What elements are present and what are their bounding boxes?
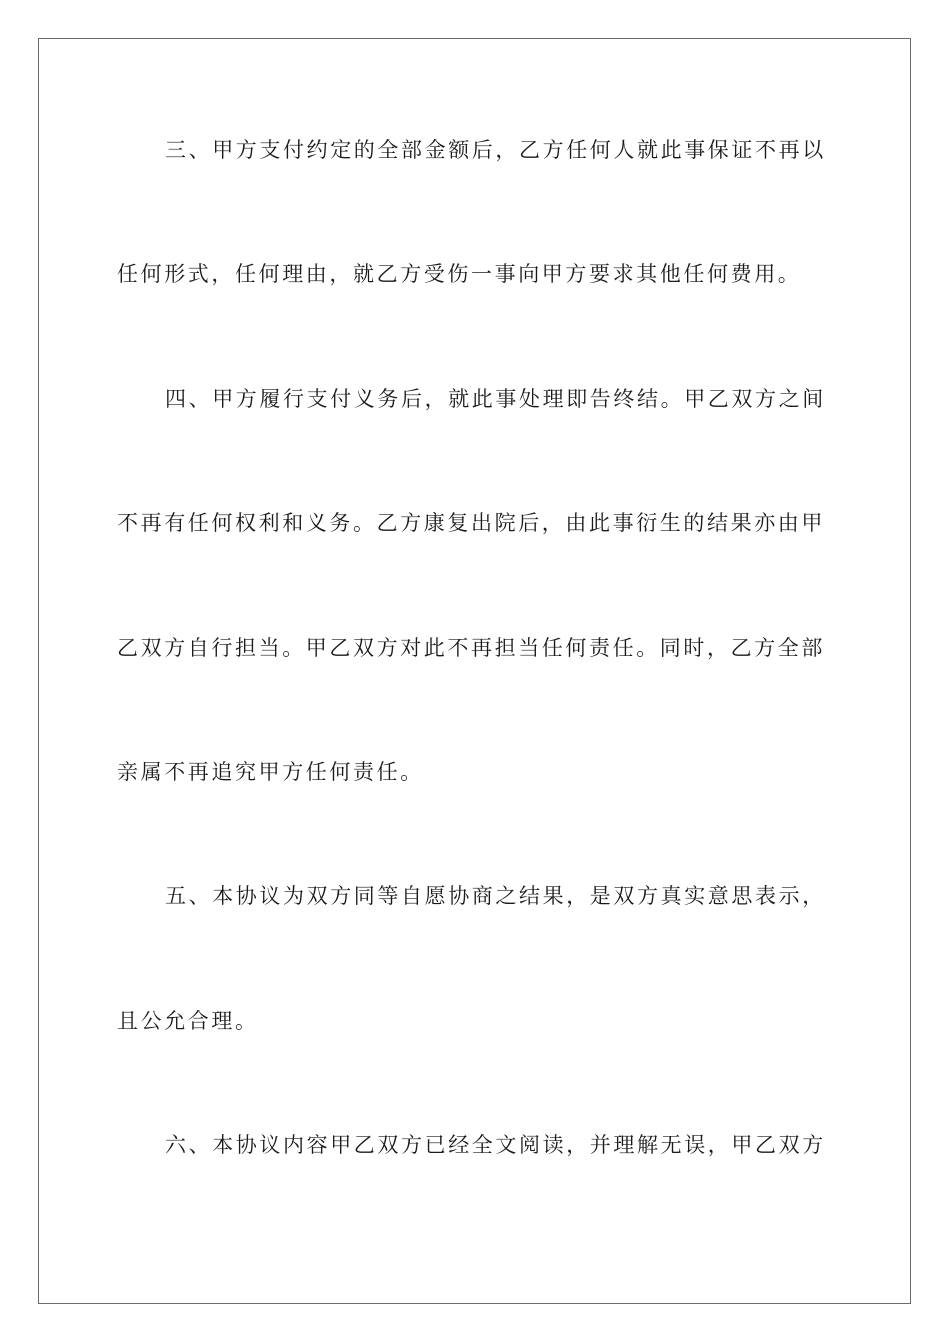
clause-4-line-3: 乙双方自行担当。甲乙双方对此不再担当任何责任。同时，乙方全部 — [117, 636, 825, 660]
clause-3-line-2: 任何形式，任何理由，就乙方受伤一事向甲方要求其他任何费用。 — [117, 262, 802, 286]
clause-6-line-1: 六、本协议内容甲乙双方已经全文阅读，并理解无误，甲乙双方 — [165, 1133, 826, 1157]
clause-5-line-2: 且公允合理。 — [117, 1009, 259, 1033]
clause-4-line-2: 不再有任何权利和义务。乙方康复出院后，由此事衍生的结果亦由甲 — [117, 511, 825, 535]
clause-5-line-1: 五、本协议为双方同等自愿协商之结果，是双方真实意思表示， — [165, 884, 826, 908]
page-border — [38, 38, 911, 1304]
clause-4-line-1: 四、甲方履行支付义务后，就此事处理即告终结。甲乙双方之间 — [165, 387, 826, 411]
clause-3-line-1: 三、甲方支付约定的全部金额后，乙方任何人就此事保证不再以 — [165, 138, 826, 162]
clause-4-line-4: 亲属不再追究甲方任何责任。 — [117, 760, 424, 784]
